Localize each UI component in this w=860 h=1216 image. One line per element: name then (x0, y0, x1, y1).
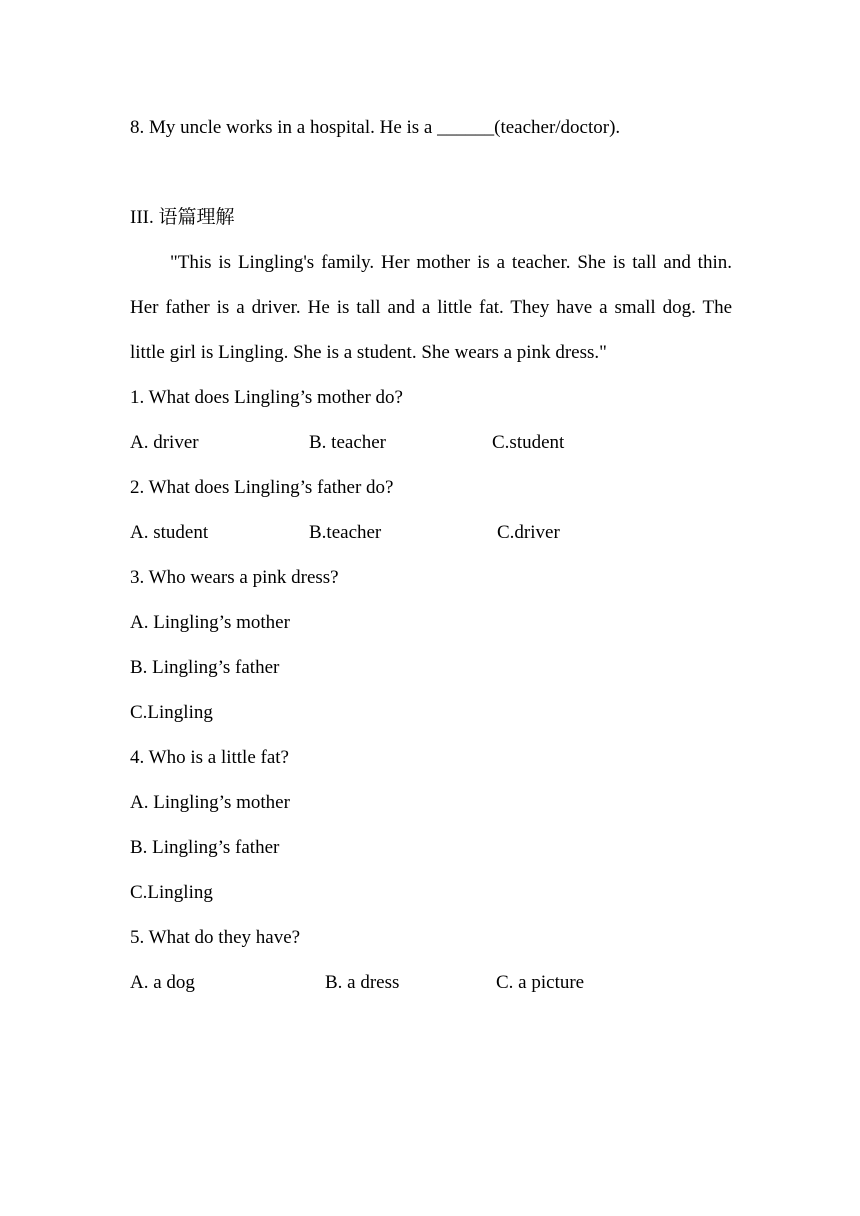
question-5-option-a: A. a dog (130, 972, 195, 993)
question-1-option-c: C.student (492, 432, 565, 453)
question-2-option-a: A. student (130, 522, 209, 543)
question-5: 5. What do they have? (130, 927, 301, 948)
reading-passage: "This is Lingling's family. Her mother is a teacher. She is tall and thin. Her father is a driver. He is tall and a little fat. They have a small dog. The little girl is Lingling. She is a student. She wears a pink dress." (130, 252, 732, 363)
question-4: 4. Who is a little fat? (130, 747, 289, 768)
question-2: 2. What does Lingling’s father do? (130, 477, 394, 498)
question-5-option-b: B. a dress (325, 972, 400, 993)
question-4-option-c: C.Lingling (130, 882, 213, 903)
question-3-option-c: C.Lingling (130, 702, 213, 723)
question-5-option-c: C. a picture (496, 972, 585, 993)
question-4-option-b: B. Lingling’s father (130, 837, 280, 858)
question-8: 8. My uncle works in a hospital. He is a ______(teacher/doctor). (130, 117, 621, 138)
question-1: 1. What does Lingling’s mother do? (130, 387, 403, 408)
question-2-option-b: B.teacher (309, 522, 382, 543)
question-1-option-a: A. driver (130, 432, 199, 453)
question-2-option-c: C.driver (497, 522, 560, 543)
section-3-title: III. 语篇理解 (130, 207, 235, 228)
question-1-option-b: B. teacher (309, 432, 387, 453)
question-3: 3. Who wears a pink dress? (130, 567, 339, 588)
question-3-option-a: A. Lingling’s mother (130, 612, 290, 633)
question-3-option-b: B. Lingling’s father (130, 657, 280, 678)
question-4-option-a: A. Lingling’s mother (130, 792, 290, 813)
